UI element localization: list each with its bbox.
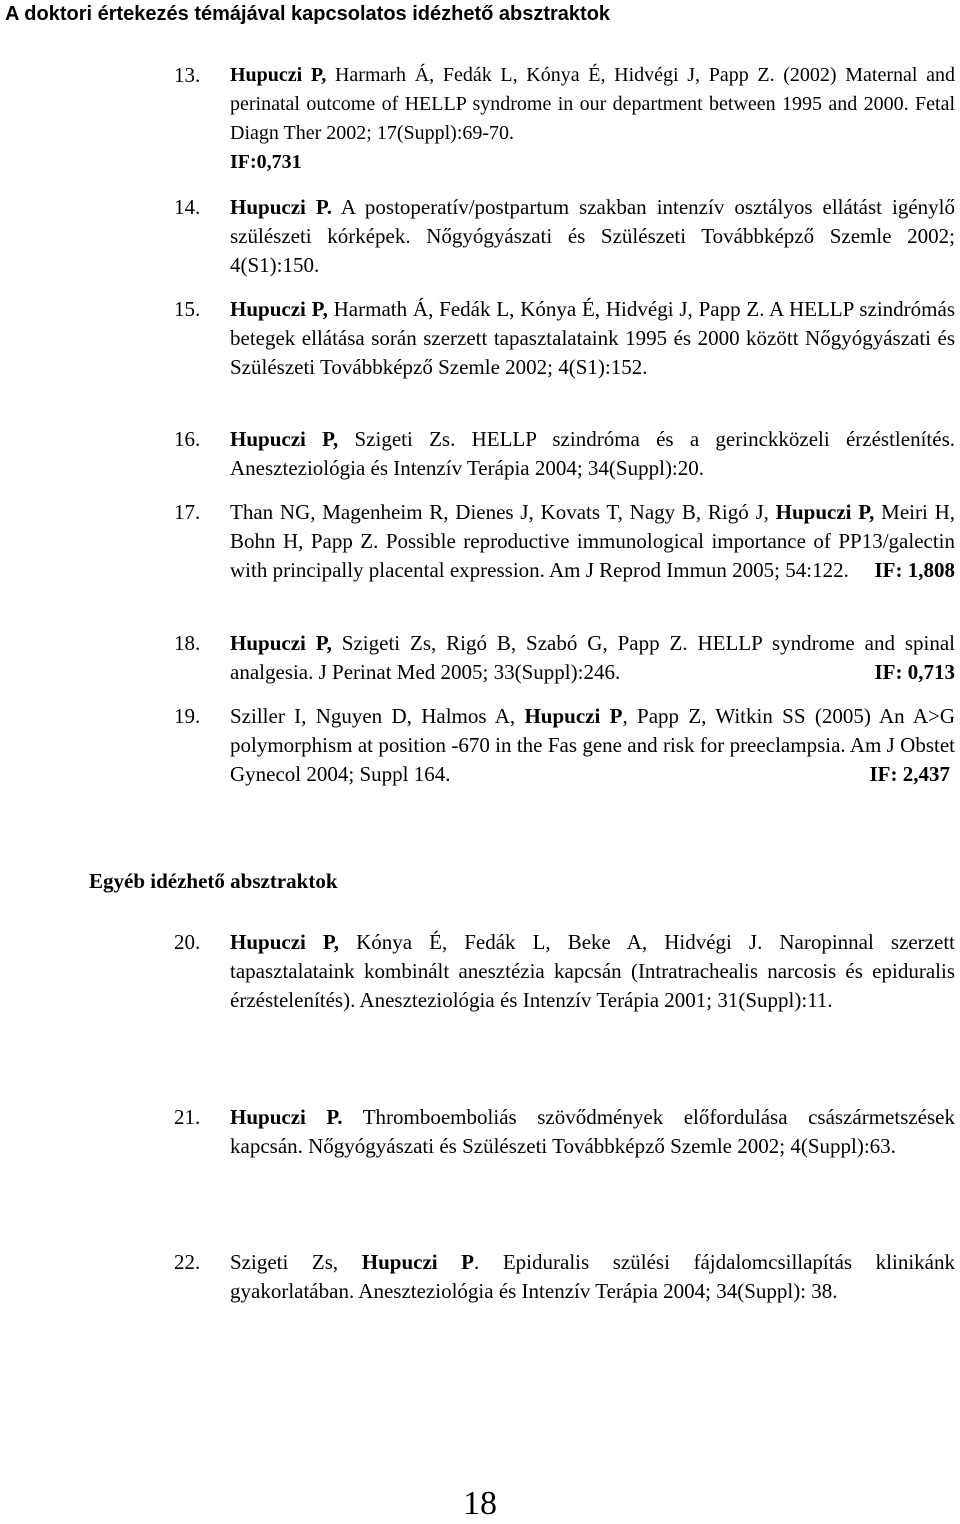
impact-factor: IF: 2,437 — [869, 762, 950, 786]
author-name: Hupuczi P — [524, 704, 623, 728]
entry-number: 13. — [174, 63, 201, 87]
abstract-entry-16 — [174, 425, 955, 483]
entry-text: Than NG, Magenheim R, Dienes J, Kovats T, Nagy B, Rigó J, Hupuczi P, Meiri H, Bohn H, Papp Z. Possible reproductive immunological importance of PP13/galectin with principally placental expression. Am J Reprod Immun 2005; 54:122. IF: 1,808 — [230, 498, 955, 585]
section-heading: A doktori értekezés témájával kapcsolatos idézhető absztraktok — [5, 3, 611, 25]
entry-number: 21. — [174, 1105, 201, 1129]
abstract-entry-17 — [174, 498, 955, 585]
entry-text: Hupuczi P, Kónya É, Fedák L, Beke A, Hidvégi J. Naropinnal szerzett tapasztalataink kombinált anesztézia kapcsán (Intratrachealis narcosis és epiduralis érzéstelenítés). Aneszteziológia és Intenzív Terápia 2001; 31(Suppl):11. — [230, 930, 955, 1012]
author-name: Hupuczi P, — [775, 500, 875, 524]
author-name: Hupuczi P, — [230, 930, 340, 954]
abstract-entry-20 — [174, 928, 955, 1015]
abstract-entry-21 — [174, 1103, 955, 1161]
abstract-entry-22 — [174, 1248, 955, 1306]
author-name: Hupuczi P, — [230, 297, 328, 321]
entry-number: 18. — [174, 631, 201, 655]
entry-text: Hupuczi P. A postoperatív/postpartum szakban intenzív osztályos ellátást igénylő szülészeti kórképek. Nőgyógyászati és Szülészeti Továbbképző Szemle 2002; 4(S1):150. — [230, 195, 955, 277]
impact-factor: IF: 1,808 — [874, 558, 955, 582]
entry-number: 20. — [174, 930, 201, 954]
abstract-entry-19 — [174, 702, 955, 789]
entry-number: 17. — [174, 500, 201, 524]
author-name: Hupuczi P, — [230, 631, 332, 655]
author-name: Hupuczi P. — [230, 195, 333, 219]
entry-number: 15. — [174, 297, 201, 321]
entry-text: Hupuczi P. Thromboemboliás szövődmények előfordulása császármetszések kapcsán. Nőgyógyászati és Szülészeti Továbbképző Szemle 2002; 4(Suppl):63. — [230, 1105, 955, 1158]
entry-text: Hupuczi P, Szigeti Zs, Rigó B, Szabó G, Papp Z. HELLP syndrome and spinal analgesia. J Perinat Med 2005; 33(Suppl):246. IF: 0,713 — [230, 629, 955, 687]
page-number: 18 — [463, 1485, 497, 1522]
entry-text: Sziller I, Nguyen D, Halmos A, Hupuczi P, Papp Z, Witkin SS (2005) An A>G polymorphism at position -670 in the Fas gene and risk for preeclampsia. Am J Obstet Gynecol 2004; Suppl 164. IF: 2,437 — [230, 702, 955, 789]
author-name: Hupuczi P, — [230, 64, 327, 86]
entry-text: Hupuczi P, Szigeti Zs. HELLP szindróma és a gerinckközeli érzéstlenítés. Aneszteziológia és Intenzív Terápia 2004; 34(Suppl):20. — [230, 427, 955, 480]
abstract-entry-18 — [174, 629, 955, 687]
author-name: Hupuczi P, — [230, 427, 339, 451]
entry-text: Hupuczi P, Harmath Á, Fedák L, Kónya É, Hidvégi J, Papp Z. A HELLP szindrómás betegek ellátása során szerzett tapasztalataink 1995 és 2000 között Nőgyógyászati és Szülészeti Továbbképző Szemle 2002; 4(S1):152. — [230, 297, 955, 379]
entry-number: 14. — [174, 195, 201, 219]
entry-text: Szigeti Zs, Hupuczi P. Epiduralis szülési fájdalomcsillapítás klinikánk gyakorlatában. Aneszteziológia és Intenzív Terápia 2004; 34(Suppl): 38. — [230, 1250, 956, 1303]
section-heading-other: Egyéb idézhető absztraktok — [89, 869, 338, 893]
impact-factor: IF:0,731 — [230, 151, 302, 173]
entry-number: 19. — [174, 704, 201, 728]
impact-factor: IF: 0,713 — [874, 660, 955, 684]
entry-number: 22. — [174, 1250, 201, 1274]
entry-text: Hupuczi P, Harmarh Á, Fedák L, Kónya É, Hidvégi J, Papp Z. (2002) Maternal and perinatal outcome of HELLP syndrome in our department between 1995 and 2000. Fetal Diagn Ther 2002; 17(Suppl):69-70. IF:0,731 — [230, 64, 955, 173]
abstract-entry-15 — [174, 295, 955, 382]
author-name: Hupuczi P. — [230, 1105, 343, 1129]
author-name: Hupuczi P — [361, 1250, 475, 1274]
entry-number: 16. — [174, 427, 201, 451]
abstract-entry-14 — [174, 193, 955, 280]
abstract-entry-13 — [174, 61, 955, 177]
